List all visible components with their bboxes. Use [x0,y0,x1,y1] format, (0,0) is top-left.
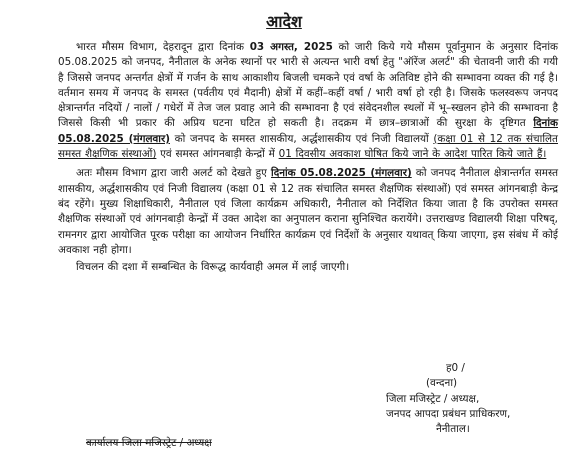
holiday-declaration: 01 दिवसीय अवकाश घोषित किये जाने के आदेश पारित किये जाते हैं। [278,148,547,161]
signatory-designation: जिला मजिस्ट्रेट / अध्यक्ष, [386,392,480,405]
order-paragraph-3 [58,260,558,275]
class-range-note: (कक्षा 01 से 12 तक संचालित समस्त शैक्षणिक संस्थाओं) [58,132,558,161]
para2-text-1: अतः मौसम विभाग द्वारा जारी अलर्ट को देखते हुए [76,167,272,180]
para3-text: विचलन की दशा में सम्बन्धित के विरूद्ध कार्यवाही अमल में लाई जाएगी। [76,261,350,274]
signatory-name: (वन्दना) [426,377,458,390]
signed-mark: ह0 / [446,362,465,374]
para1-text-4: एवं समस्त आंगनबाड़ी केन्द्रों में [156,148,279,161]
page-title: आदेश [266,12,302,31]
signatory-location: नैनीताल। [436,423,470,436]
closure-date: दिनांक 05.08.2025 (मंगलवार) [271,167,412,180]
signature-block [386,361,566,437]
order-body [58,40,558,275]
para1-text-3: को जनपद के समस्त शासकीय, अर्द्धशासकीय एवं निजी विद्यालयों [170,132,434,145]
office-footer [86,436,212,450]
signatory-authority: जनपद आपदा प्रबंधन प्राधिकरण, [386,407,511,420]
holiday-date: दिनांक 05.08.2025 (मंगलवार) [58,117,558,145]
office-footer-text: कार्यालय जिला मजिस्ट्रेट / अध्यक्ष [86,437,212,449]
order-paragraph-2 [58,166,558,258]
order-paragraph-1 [58,40,558,162]
para1-text-1: भारत मौसम विभाग, देहरादून द्वारा दिनांक [76,41,250,53]
para1-text-2: को जारी किये गये मौसम पूर्वानुमान के अनुसार दिनांक 05.08.2025 को जनपद, नैनीताल के अनेक स्थानों पर भारी से अत्यन्त भारी वर्षा हेतु "ऑरेंज अलर्ट" की चेतावनी जारी की गयी है जिससे जनपद अन्तर्गत क्षेत्रों में गर्जन के साथ आकाशीय बिजली चमकने एवं वर्षा के अतिविष्ट होने की सम्भावना व्यक्त की गई है। वर्तमान समय में जनपद के समस्त (पर्वतीय एवं मैदानी) क्षेत्रों में कहीं–कहीं वर्षा / भारी वर्षा हो रही है। जिसके फलस्वरूप जनपद क्षेत्रान्तर्गत नदियों / नालों / गधेरों में तेज जल प्रवाह आने की सम्भावना है एवं संवेदनशील स्थलों में भू–स्खलन होने की सम्भावना है जिससे किसी भी प्रकार की अप्रिय घटना घटित हो सकती है। तदक्रम में छात्र–छात्राओं की सुरक्षा के दृष्टिगत [58,41,558,130]
weather-forecast-date: 03 अगस्त, 2025 [249,41,333,53]
para2-text-2: को जनपद नैनीताल क्षेत्रान्तर्गत समस्त शासकीय, अर्द्धशासकीय एवं निजी विद्यालय (कक्षा 01 से 12 तक संचालित समस्त शैक्षणिक संस्थाओं) एवं समस्त आंगनबाड़ी केन्द्र बंद रहेंगे। मुख्य शिक्षाधिकारी, नैनीताल एवं जिला कार्यक्रम अधिकारी, नैनीताल को निर्देशित किया जाता है कि उपरोक्त समस्त शैक्षणिक संस्थाओं एवं आंगनबाड़ी केन्द्रों में उक्त आदेश का अनुपालन कराना सुनिश्चित करायेंगे। उत्तराखण्ड विद्यालयी शिक्षा परिषद्, रामनगर द्वारा आयोजित पूरक परीक्षा का आयोजन निर्धारित कार्यक्रम एवं निर्देशों के अनुसार यथावत् किया जाएगा, इस संबंध में कोई अवकाश नही होगा। [58,167,558,256]
